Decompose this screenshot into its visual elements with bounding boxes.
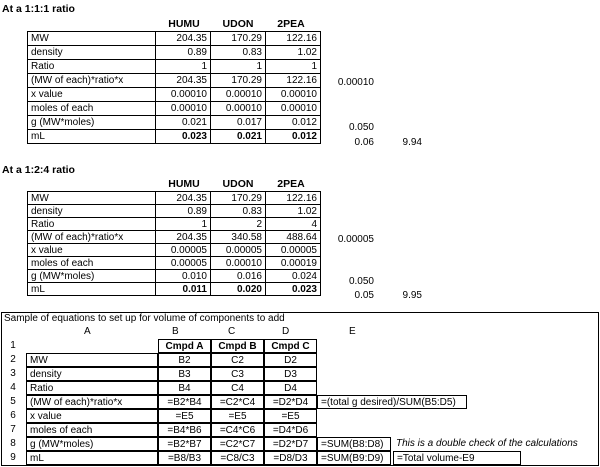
s2-row bbox=[28, 231, 321, 244]
section2-title: At a 1:2:4 ratio bbox=[2, 164, 75, 176]
value-cell: 204.35 bbox=[156, 74, 211, 88]
row-label: (MW of each)*ratio*x bbox=[28, 74, 156, 88]
eq-cell-num: 6 bbox=[10, 410, 16, 421]
value-cell: 204.35 bbox=[156, 32, 211, 46]
s2-row bbox=[28, 270, 321, 283]
eq-cell-label: density bbox=[26, 367, 158, 381]
section3-title: Sample of equations to set up for volume of components to add bbox=[4, 313, 285, 324]
eq-cell-note: =Total volume-E9 bbox=[393, 451, 521, 465]
row-label: mL bbox=[28, 283, 156, 296]
eq-cell-num: 8 bbox=[10, 438, 16, 449]
row-label: moles of each bbox=[28, 257, 156, 270]
eq-cell-note bbox=[393, 339, 597, 353]
eq-cell-c: =C2*C7 bbox=[211, 437, 264, 451]
s2-header-2pea: 2PEA bbox=[277, 178, 305, 190]
s1-row bbox=[28, 130, 321, 144]
value-cell: 1.02 bbox=[266, 205, 321, 218]
value-cell: 0.00010 bbox=[156, 88, 211, 102]
value-cell: 0.020 bbox=[211, 283, 266, 296]
value-cell: 204.35 bbox=[156, 231, 211, 244]
value-cell: 122.16 bbox=[266, 192, 321, 205]
eq-cell-label bbox=[26, 339, 158, 353]
eq-cell-c: =C2*C4 bbox=[211, 395, 264, 409]
eq-cell-d: =D2*D7 bbox=[264, 437, 317, 451]
eq-cell-num: 4 bbox=[10, 382, 16, 393]
row-label: Ratio bbox=[28, 60, 156, 74]
s2-row bbox=[28, 257, 321, 270]
eq-cell-note bbox=[393, 367, 597, 381]
row-label: mL bbox=[28, 130, 156, 144]
eq-cell-b: =B2*B7 bbox=[158, 437, 211, 451]
value-cell: 1 bbox=[211, 60, 266, 74]
s1-row bbox=[28, 116, 321, 130]
row-label: g (MW*moles) bbox=[28, 116, 156, 130]
value-cell: 1 bbox=[156, 218, 211, 231]
eq-cell-e bbox=[317, 353, 391, 367]
eq-cell-c: =C4*C6 bbox=[211, 423, 264, 437]
col-letter-b: B bbox=[172, 326, 179, 337]
value-cell: 0.00019 bbox=[266, 257, 321, 270]
row-label: density bbox=[28, 46, 156, 60]
value-cell: 0.017 bbox=[211, 116, 266, 130]
eq-cell-c: C2 bbox=[211, 353, 264, 367]
value-cell: 0.00005 bbox=[156, 244, 211, 257]
value-cell: 0.83 bbox=[211, 46, 266, 60]
value-cell: 0.00010 bbox=[266, 88, 321, 102]
col-letter-a: A bbox=[84, 326, 91, 337]
value-cell: 1.02 bbox=[266, 46, 321, 60]
eq-cell-d: =E5 bbox=[264, 409, 317, 423]
value-cell: 340.58 bbox=[211, 231, 266, 244]
side-value: 9.95 bbox=[402, 290, 422, 301]
row-label: Ratio bbox=[28, 218, 156, 231]
eq-cell-d: =D8/D3 bbox=[264, 451, 317, 465]
s1-row bbox=[28, 74, 321, 88]
value-cell: 170.29 bbox=[211, 192, 266, 205]
side-value: 0.05 bbox=[354, 290, 374, 301]
value-cell: 0.011 bbox=[156, 283, 211, 296]
value-cell: 0.89 bbox=[156, 205, 211, 218]
eq-cell-c: C3 bbox=[211, 367, 264, 381]
value-cell: 122.16 bbox=[266, 32, 321, 46]
eq-cell-d: D4 bbox=[264, 381, 317, 395]
eq-cell-b: Cmpd A bbox=[158, 339, 211, 353]
side-value: 0.06 bbox=[354, 137, 374, 148]
value-cell: 0.023 bbox=[156, 130, 211, 144]
eq-cell-b: B3 bbox=[158, 367, 211, 381]
eq-cell-label: MW bbox=[26, 353, 158, 367]
eq-cell-note: This is a double check of the calculations bbox=[396, 438, 578, 449]
eq-cell-d: D3 bbox=[264, 367, 317, 381]
value-cell: 170.29 bbox=[211, 32, 266, 46]
eq-cell-num: 9 bbox=[10, 452, 16, 463]
eq-cell-e bbox=[317, 409, 391, 423]
eq-cell-b: =E5 bbox=[158, 409, 211, 423]
value-cell: 0.00005 bbox=[156, 257, 211, 270]
eq-cell-c: =E5 bbox=[211, 409, 264, 423]
value-cell: 0.021 bbox=[211, 130, 266, 144]
s2-header-humu: HUMU bbox=[168, 178, 200, 190]
value-cell: 0.00010 bbox=[211, 257, 266, 270]
eq-cell-e: =(total g desired)/SUM(B5:D5) bbox=[317, 395, 467, 409]
row-label: moles of each bbox=[28, 102, 156, 116]
value-cell: 0.00010 bbox=[266, 102, 321, 116]
s2-row bbox=[28, 192, 321, 205]
eq-cell-d: D2 bbox=[264, 353, 317, 367]
value-cell: 122.16 bbox=[266, 74, 321, 88]
s1-header-humu: HUMU bbox=[168, 18, 200, 30]
eq-cell-e bbox=[317, 381, 391, 395]
value-cell: 2 bbox=[211, 218, 266, 231]
value-cell: 0.00005 bbox=[211, 244, 266, 257]
eq-cell-label: moles of each bbox=[26, 423, 158, 437]
value-cell: 0.023 bbox=[266, 283, 321, 296]
eq-cell-e: =SUM(B8:D8) bbox=[317, 437, 391, 451]
value-cell: 0.021 bbox=[156, 116, 211, 130]
s2-row bbox=[28, 205, 321, 218]
section1-title: At a 1:1:1 ratio bbox=[2, 3, 75, 15]
eq-cell-e bbox=[317, 339, 391, 353]
eq-cell-b: B4 bbox=[158, 381, 211, 395]
eq-cell-num: 3 bbox=[10, 368, 16, 379]
value-cell: 0.83 bbox=[211, 205, 266, 218]
row-label: x value bbox=[28, 88, 156, 102]
ratio-111-table bbox=[27, 31, 321, 144]
s1-row bbox=[28, 60, 321, 74]
value-cell: 0.89 bbox=[156, 46, 211, 60]
eq-cell-note bbox=[393, 353, 597, 367]
value-cell: 0.00005 bbox=[266, 244, 321, 257]
s2-row bbox=[28, 218, 321, 231]
eq-cell-c: =C8/C3 bbox=[211, 451, 264, 465]
col-letter-c: C bbox=[228, 326, 236, 337]
eq-cell-label: Ratio bbox=[26, 381, 158, 395]
eq-cell-label: g (MW*moles) bbox=[26, 437, 158, 451]
value-cell: 4 bbox=[266, 218, 321, 231]
value-cell: 0.00010 bbox=[156, 102, 211, 116]
value-cell: 204.35 bbox=[156, 192, 211, 205]
eq-cell-note bbox=[393, 395, 597, 409]
s1-header-2pea: 2PEA bbox=[277, 18, 305, 30]
s1-row bbox=[28, 32, 321, 46]
value-cell: 0.012 bbox=[266, 130, 321, 144]
eq-cell-c: C4 bbox=[211, 381, 264, 395]
row-label: x value bbox=[28, 244, 156, 257]
eq-cell-num: 7 bbox=[10, 424, 16, 435]
eq-cell-e: =SUM(B9:D9) bbox=[317, 451, 391, 465]
value-cell: 0.012 bbox=[266, 116, 321, 130]
s1-header-udon: UDON bbox=[222, 18, 254, 30]
eq-cell-num: 2 bbox=[10, 354, 16, 365]
eq-cell-label: (MW of each)*ratio*x bbox=[26, 395, 158, 409]
eq-cell-e bbox=[317, 423, 391, 437]
eq-cell-d: Cmpd C bbox=[264, 339, 317, 353]
row-label: MW bbox=[28, 192, 156, 205]
value-cell: 0.00010 bbox=[211, 102, 266, 116]
value-cell: 0.016 bbox=[211, 270, 266, 283]
eq-cell-note bbox=[393, 423, 597, 437]
side-value: 0.00010 bbox=[337, 77, 374, 88]
eq-cell-num: 5 bbox=[10, 396, 16, 407]
col-letter-d: D bbox=[282, 326, 290, 337]
s1-row bbox=[28, 88, 321, 102]
value-cell: 0.024 bbox=[266, 270, 321, 283]
value-cell: 170.29 bbox=[211, 74, 266, 88]
s2-header-udon: UDON bbox=[222, 178, 254, 190]
side-value: 0.050 bbox=[348, 122, 374, 133]
eq-cell-e bbox=[317, 367, 391, 381]
row-label: density bbox=[28, 205, 156, 218]
side-value: 9.94 bbox=[402, 137, 422, 148]
value-cell: 488.64 bbox=[266, 231, 321, 244]
s1-row bbox=[28, 102, 321, 116]
col-letter-e: E bbox=[349, 326, 356, 337]
eq-cell-d: =D4*D6 bbox=[264, 423, 317, 437]
side-value: 0.050 bbox=[348, 276, 374, 287]
value-cell: 0.010 bbox=[156, 270, 211, 283]
eq-cell-b: =B4*B6 bbox=[158, 423, 211, 437]
eq-cell-b: B2 bbox=[158, 353, 211, 367]
row-label: (MW of each)*ratio*x bbox=[28, 231, 156, 244]
s1-row bbox=[28, 46, 321, 60]
row-label: MW bbox=[28, 32, 156, 46]
s2-row bbox=[28, 244, 321, 257]
value-cell: 0.00010 bbox=[211, 88, 266, 102]
eq-cell-b: =B2*B4 bbox=[158, 395, 211, 409]
eq-cell-label: x value bbox=[26, 409, 158, 423]
eq-cell-d: =D2*D4 bbox=[264, 395, 317, 409]
row-label: g (MW*moles) bbox=[28, 270, 156, 283]
s2-row bbox=[28, 283, 321, 296]
ratio-124-table bbox=[27, 191, 321, 296]
side-value: 0.00005 bbox=[337, 234, 374, 245]
eq-cell-c: Cmpd B bbox=[211, 339, 264, 353]
value-cell: 1 bbox=[156, 60, 211, 74]
eq-cell-b: =B8/B3 bbox=[158, 451, 211, 465]
eq-cell-note bbox=[393, 381, 597, 395]
eq-cell-note bbox=[393, 409, 597, 423]
eq-cell-label: mL bbox=[26, 451, 158, 465]
eq-cell-num: 1 bbox=[10, 340, 16, 351]
value-cell: 1 bbox=[266, 60, 321, 74]
